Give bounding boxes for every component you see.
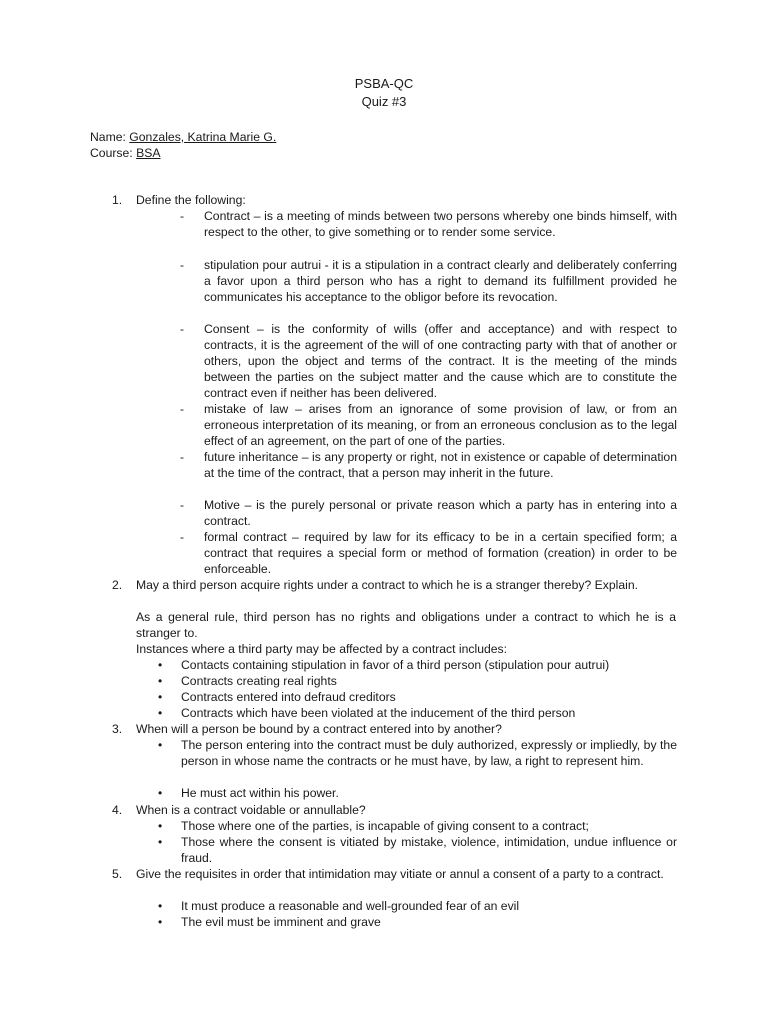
question-2-text: May a third person acquire rights under a contract to which he is a stranger thereby? Explain.	[136, 578, 638, 592]
course-label: Course:	[90, 146, 133, 160]
list-item: Contracts which have been violated at the inducement of the third person	[181, 706, 576, 720]
bullet-marker: •	[158, 690, 163, 704]
question-2-number: 2.	[112, 578, 123, 592]
question-4-number: 4.	[112, 803, 123, 817]
dash-marker: -	[180, 322, 185, 336]
bullet-marker: •	[158, 706, 163, 720]
question-2-answer-general-rule: As a general rule, third person has no rights and obligations under a contract to which he is a stranger to.	[136, 610, 676, 640]
course-line	[90, 145, 292, 161]
list-item: Contacts containing stipulation in favor of a third person (stipulation pour autrui)	[181, 658, 610, 672]
bullet-marker: •	[158, 899, 163, 913]
bullet-marker: •	[158, 658, 163, 672]
question-1-number: 1.	[112, 193, 123, 207]
course-value: BSA	[136, 146, 161, 160]
definition-motive: Motive – is the purely personal or private reason which a party has in entering into a contract.	[204, 498, 677, 528]
list-item: The evil must be imminent and grave	[181, 915, 381, 929]
dash-marker: -	[180, 450, 185, 464]
dash-marker: -	[180, 402, 185, 416]
question-2-answer-instances: Instances where a third party may be affected by a contract includes:	[136, 642, 508, 656]
definition-future-inheritance: future inheritance – is any property or right, not in existence or capable of determination at the time of the contract, that a person may inherit in the future.	[204, 450, 677, 480]
question-5-number: 5.	[112, 867, 123, 881]
bullet-marker: •	[158, 738, 163, 752]
question-5-text: Give the requisites in order that intimidation may vitiate or annul a consent of a party to a contract.	[136, 867, 664, 881]
document-org-title: PSBA-QC	[354, 76, 414, 91]
definition-mistake-of-law: mistake of law – arises from an ignorance of some provision of law, or from an erroneous interpretation of its meaning, or from an erroneous conclusion as to the legal effect of an agreement, on the part of one of the parties.	[204, 402, 677, 448]
dash-marker: -	[180, 530, 185, 544]
list-item: Those where one of the parties, is incapable of giving consent to a contract;	[181, 819, 589, 833]
dash-marker: -	[180, 258, 185, 272]
list-item: Contracts entered into defraud creditors	[181, 690, 396, 704]
definition-formal-contract: formal contract – required by law for its efficacy to be in a certain specified form; a contract that requires a special form or method of formation (creation) in order to be enforceable.	[204, 530, 677, 576]
quiz-title: Quiz #3	[361, 94, 407, 109]
bullet-marker: •	[158, 674, 163, 688]
definition-contract: Contract – is a meeting of minds between two persons whereby one binds himself, with respect to the other, to give something or to render some service.	[204, 209, 677, 239]
question-3-number: 3.	[112, 722, 123, 736]
list-item: Those where the consent is vitiated by mistake, violence, intimidation, undue influence or fraud.	[181, 835, 677, 865]
question-4-text: When is a contract voidable or annullable?	[136, 803, 366, 817]
name-label: Name:	[90, 130, 126, 144]
bullet-marker: •	[158, 915, 163, 929]
list-item: He must act within his power.	[181, 786, 339, 800]
question-3-text: When will a person be bound by a contract entered into by another?	[136, 722, 502, 736]
definition-stipulation-pour-autrui: stipulation pour autrui - it is a stipulation in a contract clearly and deliberately conferring a favor upon a third person who has a right to demand its fulfillment provided he communicates his acceptance to the obligor before its revocation.	[204, 258, 677, 304]
list-item: It must produce a reasonable and well-grounded fear of an evil	[181, 899, 520, 913]
bullet-marker: •	[158, 835, 163, 849]
bullet-marker: •	[158, 819, 163, 833]
dash-marker: -	[180, 209, 185, 223]
question-1-text: Define the following:	[136, 193, 246, 207]
list-item: The person entering into the contract must be duly authorized, expressly or impliedly, by the person in whose name the contracts or he must have, by law, a right to represent him.	[181, 738, 677, 768]
list-item: Contracts creating real rights	[181, 674, 337, 688]
name-line	[90, 129, 276, 145]
name-value: Gonzales, Katrina Marie G.	[129, 130, 277, 144]
dash-marker: -	[180, 498, 185, 512]
definition-consent: Consent – is the conformity of wills (offer and acceptance) and with respect to contracts, it is the agreement of the will of one contracting party with that of another or others, upon the object and terms of the contract. It is the meeting of the minds between the parties on the subject matter and the cause which are to constitute the contract even if neither has been delivered.	[204, 322, 677, 400]
bullet-marker: •	[158, 786, 163, 800]
